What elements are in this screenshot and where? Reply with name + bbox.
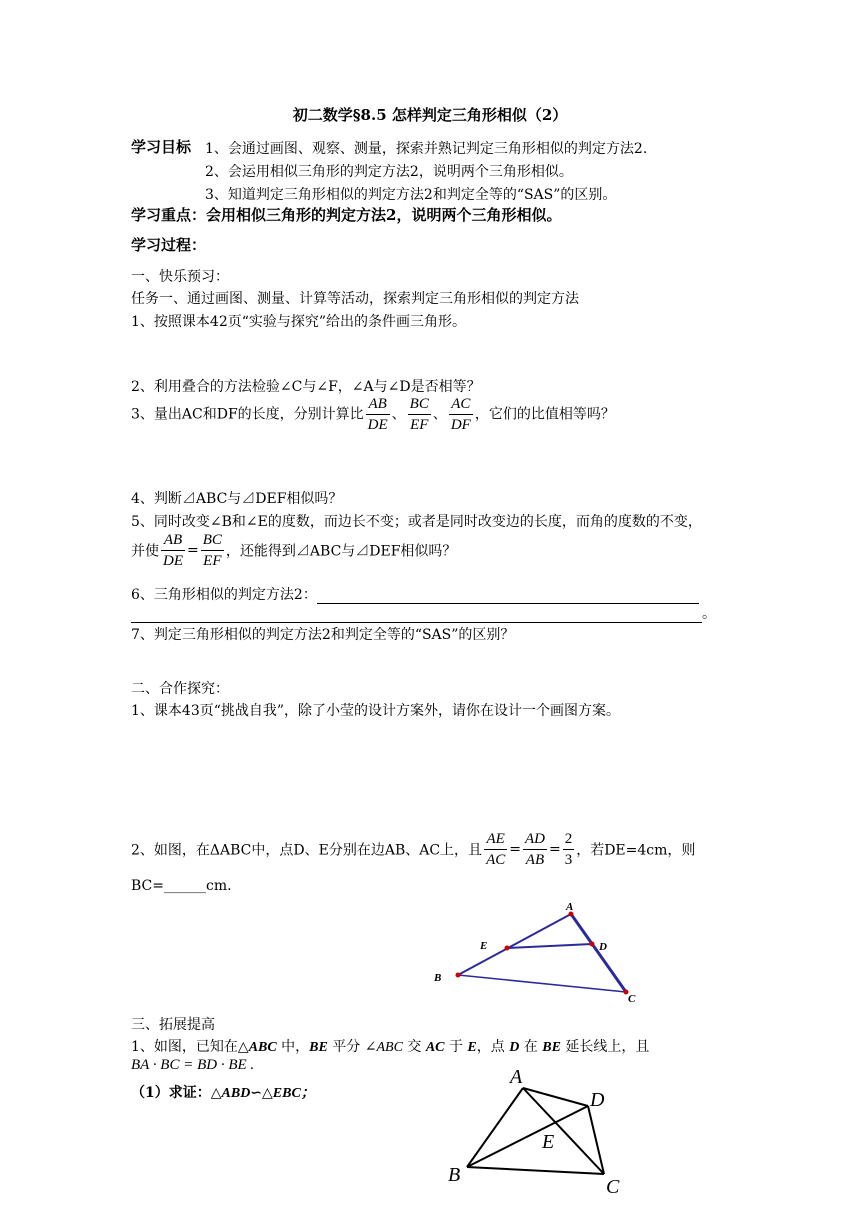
text-run: 延长线上，且 — [560, 1039, 650, 1055]
text-run: 交 — [402, 1039, 426, 1055]
fraction-denominator: DE — [367, 417, 388, 433]
q1-prefix: 1、如图，已知在 — [131, 1039, 238, 1055]
section1-q3 — [131, 394, 615, 435]
fraction-numerator: AE — [484, 829, 507, 850]
section1-q7: 7、判定三角形相似的判定方法2和判定全等的“SAS”的区别？ — [131, 627, 515, 643]
equals-sign: = — [187, 542, 199, 559]
vertex-label-b: B — [434, 972, 442, 984]
fraction-denominator: AC — [486, 852, 506, 868]
q6-period: 。 — [702, 606, 716, 622]
vertex-label-d: D — [590, 1089, 605, 1111]
fraction-numerator: BC — [408, 394, 431, 415]
text-run: 平分 — [327, 1039, 365, 1055]
page-title: 初二数学§8.5 怎样判定三角形相似（2） — [292, 106, 568, 124]
separator: 、 — [432, 406, 447, 423]
fraction-numerator: 2 — [563, 829, 575, 850]
triangle-figure-2 — [440, 1062, 640, 1207]
math-term: D — [509, 1040, 520, 1055]
q6-label: 6、三角形相似的判定方法2： — [131, 587, 317, 603]
answer-blank — [131, 608, 702, 623]
q2-prefix: 2、如图，在ΔABC中，点D、E分别在边AB、AC上，且 — [131, 842, 483, 859]
fraction-numerator: AB — [366, 394, 390, 415]
goal-item-1: 1、会通过画图、观察、测量，探索并熟记判定三角形相似的判定方法2. — [205, 141, 648, 157]
section1-heading: 一、快乐预习： — [131, 269, 229, 285]
vertex-label-a: A — [510, 1066, 523, 1088]
goal-item-3: 3、知道判定三角形相似的判定方法2和判定全等的“SAS”的区别。 — [205, 187, 617, 203]
section2-heading: 二、合作探究： — [131, 681, 229, 697]
q5-prefix: 并使 — [131, 543, 159, 560]
math-term: △ABC — [237, 1040, 277, 1055]
fraction-denominator: DE — [163, 553, 183, 569]
triangle-figure-1 — [420, 895, 650, 1010]
vertex-label-b: B — [448, 1164, 461, 1186]
section1-task: 任务一、通过画图、测量、计算等活动，探索判定三角形相似的判定方法 — [131, 291, 579, 307]
fraction-numerator: AC — [449, 394, 473, 415]
section1-q1: 1、按照课本42页“实验与探究”给出的条件画三角形。 — [131, 314, 467, 330]
fraction-denominator: EF — [410, 417, 429, 433]
fraction — [563, 829, 575, 870]
math-term: ∠ABC — [364, 1040, 403, 1055]
goal-item-2: 2、会运用相似三角形的判定方法2，说明两个三角形相似。 — [205, 164, 573, 180]
section3-q1-sub — [131, 1082, 315, 1102]
fraction-numerator: AD — [523, 829, 547, 850]
text-run: 中， — [276, 1039, 310, 1055]
math-term: BE — [309, 1040, 328, 1055]
math-term: AC — [425, 1040, 445, 1055]
q3-suffix: ，它们的比值相等吗？ — [474, 406, 615, 423]
equals-sign: = — [548, 841, 561, 858]
fraction-numerator: AB — [161, 530, 185, 551]
similarity-statement: △ABD∽△EBC； — [210, 1086, 315, 1101]
fraction — [523, 829, 547, 870]
section1-q6-line2 — [131, 603, 716, 623]
section2-q2 — [131, 829, 695, 870]
vertex-label-a: A — [566, 901, 574, 913]
process-heading: 学习过程： — [131, 236, 207, 254]
section1-q4: 4、判断⊿ABC与⊿DEF相似吗？ — [131, 491, 343, 507]
fraction — [201, 530, 224, 571]
section3-q1-equation: BA · BC = BD · BE . — [131, 1057, 255, 1073]
section2-q1: 1、课本43页“挑战自我”，除了小莹的设计方案外，请你在设计一个画图方案。 — [131, 703, 621, 719]
math-term: E — [467, 1040, 477, 1055]
fraction — [161, 530, 185, 571]
fraction-denominator: 3 — [564, 852, 573, 868]
fraction — [484, 829, 507, 870]
q3-prefix: 3、量出AC和DF的长度，分别计算比 — [131, 406, 364, 423]
sub-prefix: （1）求证： — [131, 1085, 211, 1101]
section1-q6 — [131, 584, 699, 604]
q2-suffix: ，若DE=4cm，则 — [576, 842, 696, 859]
q5-suffix: ，还能得到⊿ABC与⊿DEF相似吗？ — [225, 543, 457, 560]
section3-q1 — [131, 1036, 649, 1056]
section1-q5-line1: 5、同时改变∠B和∠E的度数，而边长不变；或者是同时改变边的长度，而角的度数的不变， — [131, 514, 702, 530]
goals-label: 学习目标 — [131, 138, 192, 156]
section2-q2-line2: BC=______cm. — [131, 878, 232, 894]
section1-q2: 2、利用叠合的方法检验∠C与∠F，∠A与∠D是否相等？ — [131, 379, 481, 395]
section3-heading: 三、拓展提高 — [131, 1017, 215, 1033]
fraction — [449, 394, 473, 435]
separator: 、 — [391, 406, 406, 423]
fraction-denominator: DF — [450, 417, 471, 433]
math-term: BE — [542, 1040, 561, 1055]
fraction — [408, 394, 431, 435]
fraction-denominator: EF — [203, 553, 222, 569]
focus-line: 学习重点：会用相似三角形的判定方法2，说明两个三角形相似。 — [131, 206, 562, 224]
vertex-label-c: C — [606, 1176, 620, 1198]
vertex-label-d: D — [599, 941, 607, 953]
fraction — [366, 394, 390, 435]
vertex-label-e: E — [480, 940, 488, 952]
vertex-label-c: C — [628, 993, 636, 1005]
fraction-denominator: AB — [525, 852, 545, 868]
fraction-numerator: BC — [201, 530, 224, 551]
text-run: 于 — [444, 1039, 468, 1055]
text-run: 在 — [519, 1039, 543, 1055]
text-run: ，点 — [476, 1039, 510, 1055]
equals-sign: = — [509, 841, 521, 858]
section1-q5-line2 — [131, 530, 456, 571]
vertex-label-e: E — [542, 1131, 555, 1153]
